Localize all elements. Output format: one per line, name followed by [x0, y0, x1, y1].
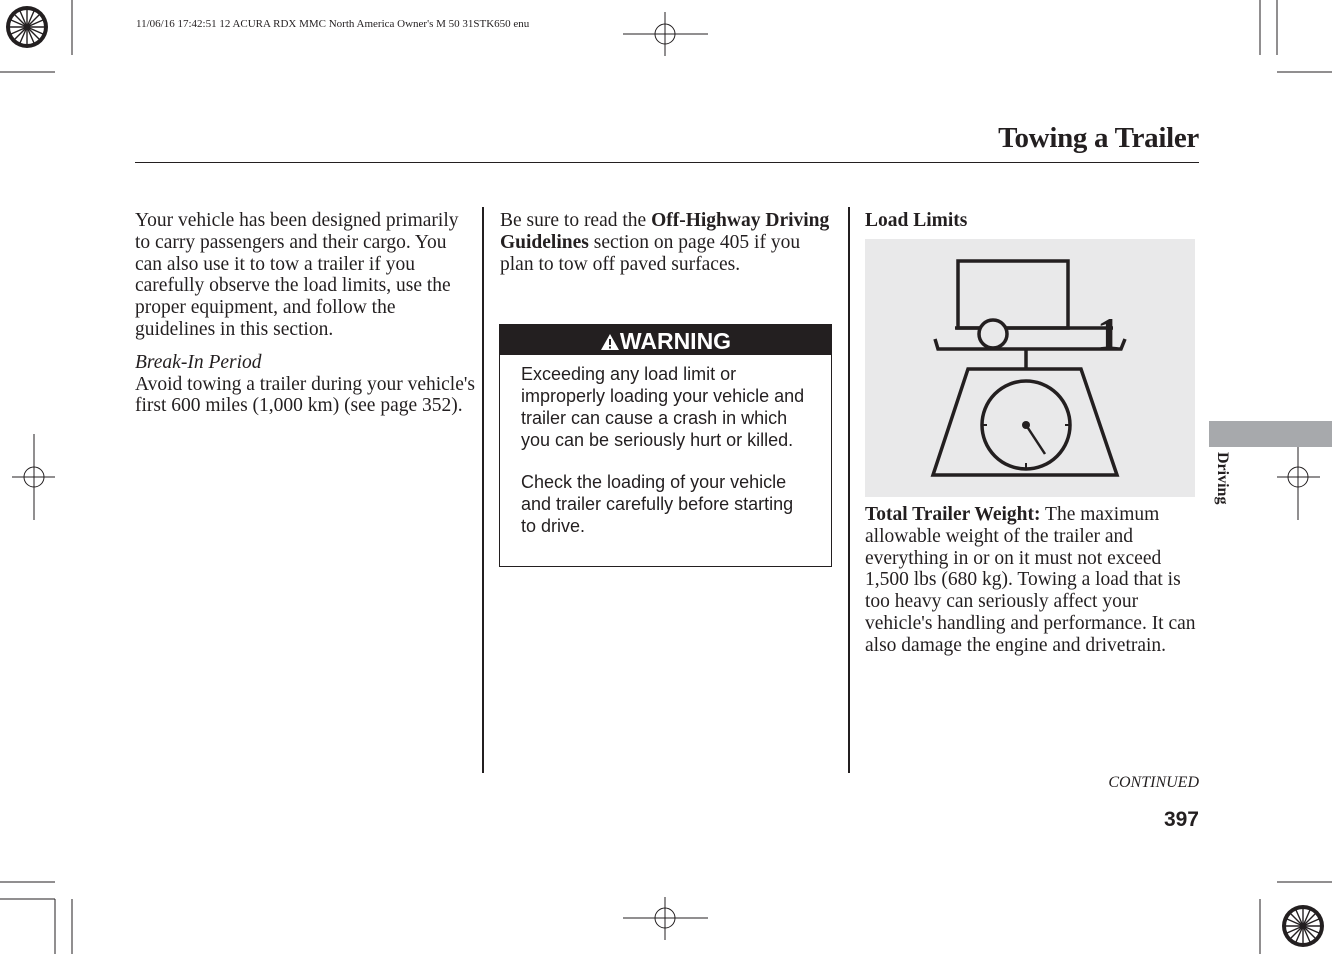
break-in-heading: Break-In Period: [135, 351, 262, 373]
off-highway-link[interactable]: Off-Highway Driving Guidelines: [500, 210, 830, 253]
print-metadata: 11/06/16 17:42:51 12 ACURA RDX MMC North America Owner's M 50 31STK650 enu: [136, 18, 530, 30]
page-number: 397: [1163, 808, 1199, 831]
warning-label: WARNING: [619, 328, 732, 354]
warning-paragraph-2: Check the loading of your vehicle and trailer carefully before starting to drive.: [521, 472, 794, 536]
title-rule: [135, 162, 1199, 163]
break-in-paragraph: Avoid towing a trailer during your vehicle's first 600 miles (1,000 km) (see page 352).: [135, 373, 475, 417]
warning-box: [499, 324, 832, 567]
off-highway-prefix: Be sure to read the: [500, 210, 652, 231]
trailer-weight-term: Total Trailer Weight:: [865, 504, 1041, 525]
trailer-wheel-icon: [979, 320, 1007, 348]
off-highway-suffix: section on page 405 if you plan to tow off paved surfaces.: [500, 231, 801, 275]
trailer-weight-paragraph: [865, 504, 1203, 657]
section-tab-label: Driving: [1214, 452, 1231, 505]
column-guidelines: [500, 210, 835, 275]
column-intro: [135, 210, 475, 417]
page-title: Towing a Trailer: [998, 122, 1199, 154]
column-divider-2: [848, 207, 850, 773]
trailer-weight-text: The maximum allowable weight of the trailer and everything in or on it must not exceed 1,500 lbs (680 kg). Towing a load that is too heavy can seriously affect your vehicle's handling and performance. It can also damage the engine and drivetrain.: [865, 504, 1196, 656]
warning-body: [500, 355, 831, 537]
registration-starburst-top-left: [6, 6, 48, 48]
warning-header: [500, 325, 831, 355]
column-divider-1: [482, 207, 484, 773]
scale-diagram: [865, 239, 1195, 497]
registration-starburst-bottom-right: [1282, 905, 1324, 947]
trailer-weight-block: [865, 504, 1203, 657]
continued-label: CONTINUED: [1108, 774, 1199, 791]
warning-triangle-icon: [600, 333, 620, 351]
warning-paragraph-1: Exceeding any load limit or improperly loading your vehicle and trailer can cause a crash in which you can be seriously hurt or killed.: [521, 364, 805, 450]
column-load-limits: [865, 210, 1201, 232]
figure-callout: 1: [1097, 308, 1120, 359]
section-tab[interactable]: [1209, 421, 1332, 447]
load-limits-heading: Load Limits: [865, 210, 968, 231]
trailer-scale-illustration: [865, 239, 1195, 497]
intro-paragraph: Your vehicle has been designed primarily to carry passengers and their cargo. You can also use it to tow a trailer if you carefully observe the load limits, use the proper equipment, and follow the guidelines in this section.: [135, 210, 459, 340]
off-highway-paragraph: [500, 210, 835, 275]
